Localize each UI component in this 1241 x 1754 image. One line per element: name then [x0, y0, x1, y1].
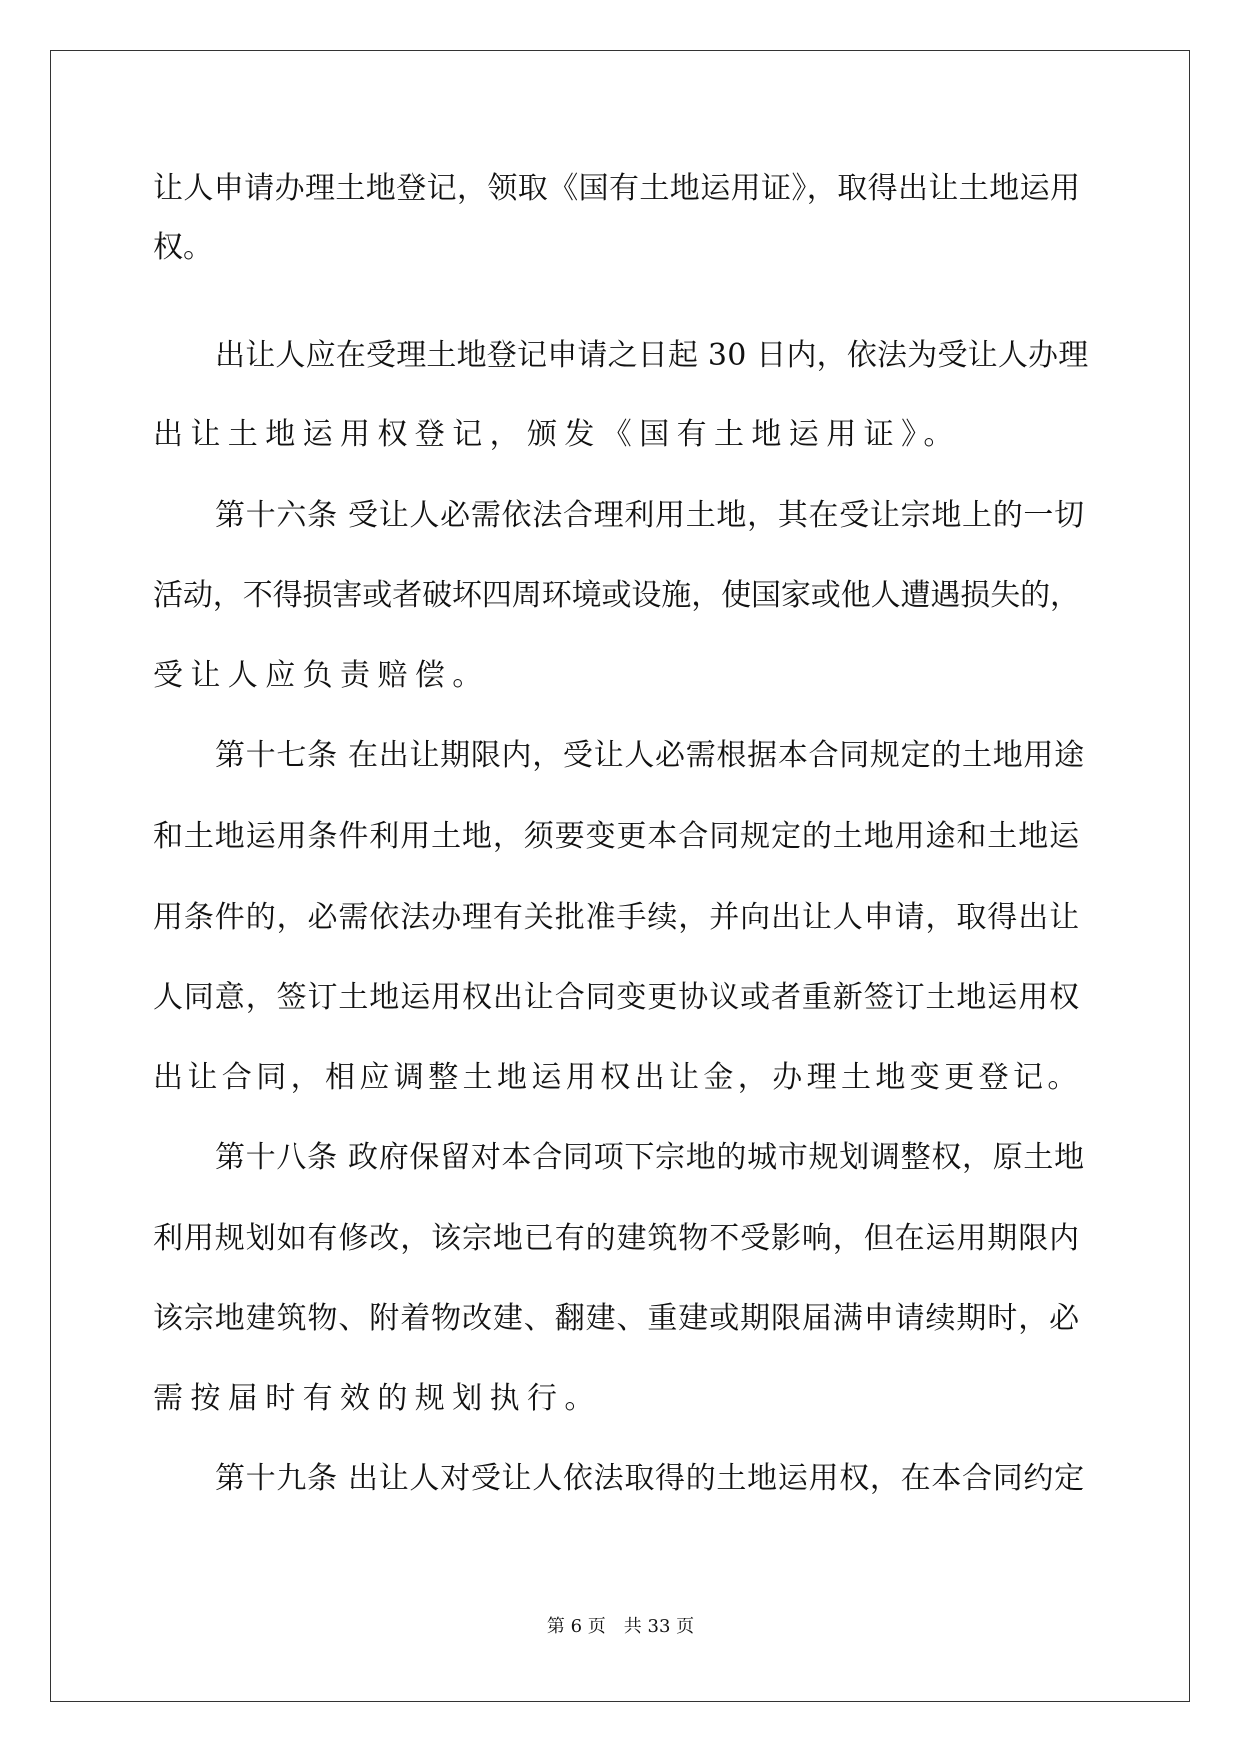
text-line: 第十六条 受让人必需依法合理利用土地，其在受让宗地上的一切 [215, 498, 1085, 533]
text-line: 让人申请办理土地登记，领取《国有土地运用证》，取得出让土地运用 [153, 171, 1081, 206]
page-footer [0, 1618, 1241, 1636]
text-line: 该宗地建筑物、附着物改建、翻建、重建或期限届满申请续期时，必 [153, 1301, 1080, 1336]
text-line: 第十七条 在出让期限内，受让人必需根据本合同规定的土地用途 [215, 738, 1085, 773]
text-line: 利用规划如有修改，该宗地已有的建筑物不受影响，但在运用期限内 [153, 1221, 1080, 1256]
page-number: 第 6 页 [546, 1616, 606, 1637]
text-line: 第十八条 政府保留对本合同项下宗地的城市规划调整权，原土地 [215, 1140, 1085, 1175]
text-line: 出让土地运用权登记，颁发《国有土地运用证》。 [153, 417, 961, 452]
text-line: 人同意，签订土地运用权出让合同变更协议或者重新签订土地运用权 [153, 980, 1080, 1015]
page-total: 共 33 页 [623, 1616, 695, 1637]
page-border [50, 50, 1190, 1702]
text-line: 出让人应在受理土地登记申请之日起 30 日内，依法为受让人办理 [215, 338, 1089, 373]
text-line: 出让合同，相应调整土地运用权出让金，办理土地变更登记。 [153, 1060, 1082, 1095]
text-line: 权。 [153, 230, 213, 265]
text-line: 需按届时有效的规划执行。 [153, 1381, 602, 1416]
text-line: 用条件的，必需依法办理有关批准手续，并向出让人申请，取得出让 [153, 900, 1080, 935]
text-line: 活动，不得损害或者破坏四周环境或设施，使国家或他人遭遇损失的， [153, 578, 1080, 613]
text-line: 和土地运用条件利用土地，须要变更本合同规定的土地用途和土地运 [153, 819, 1080, 854]
text-line: 受让人应负责赔偿。 [153, 658, 490, 693]
text-line: 第十九条 出让人对受让人依法取得的土地运用权，在本合同约定 [215, 1461, 1085, 1496]
